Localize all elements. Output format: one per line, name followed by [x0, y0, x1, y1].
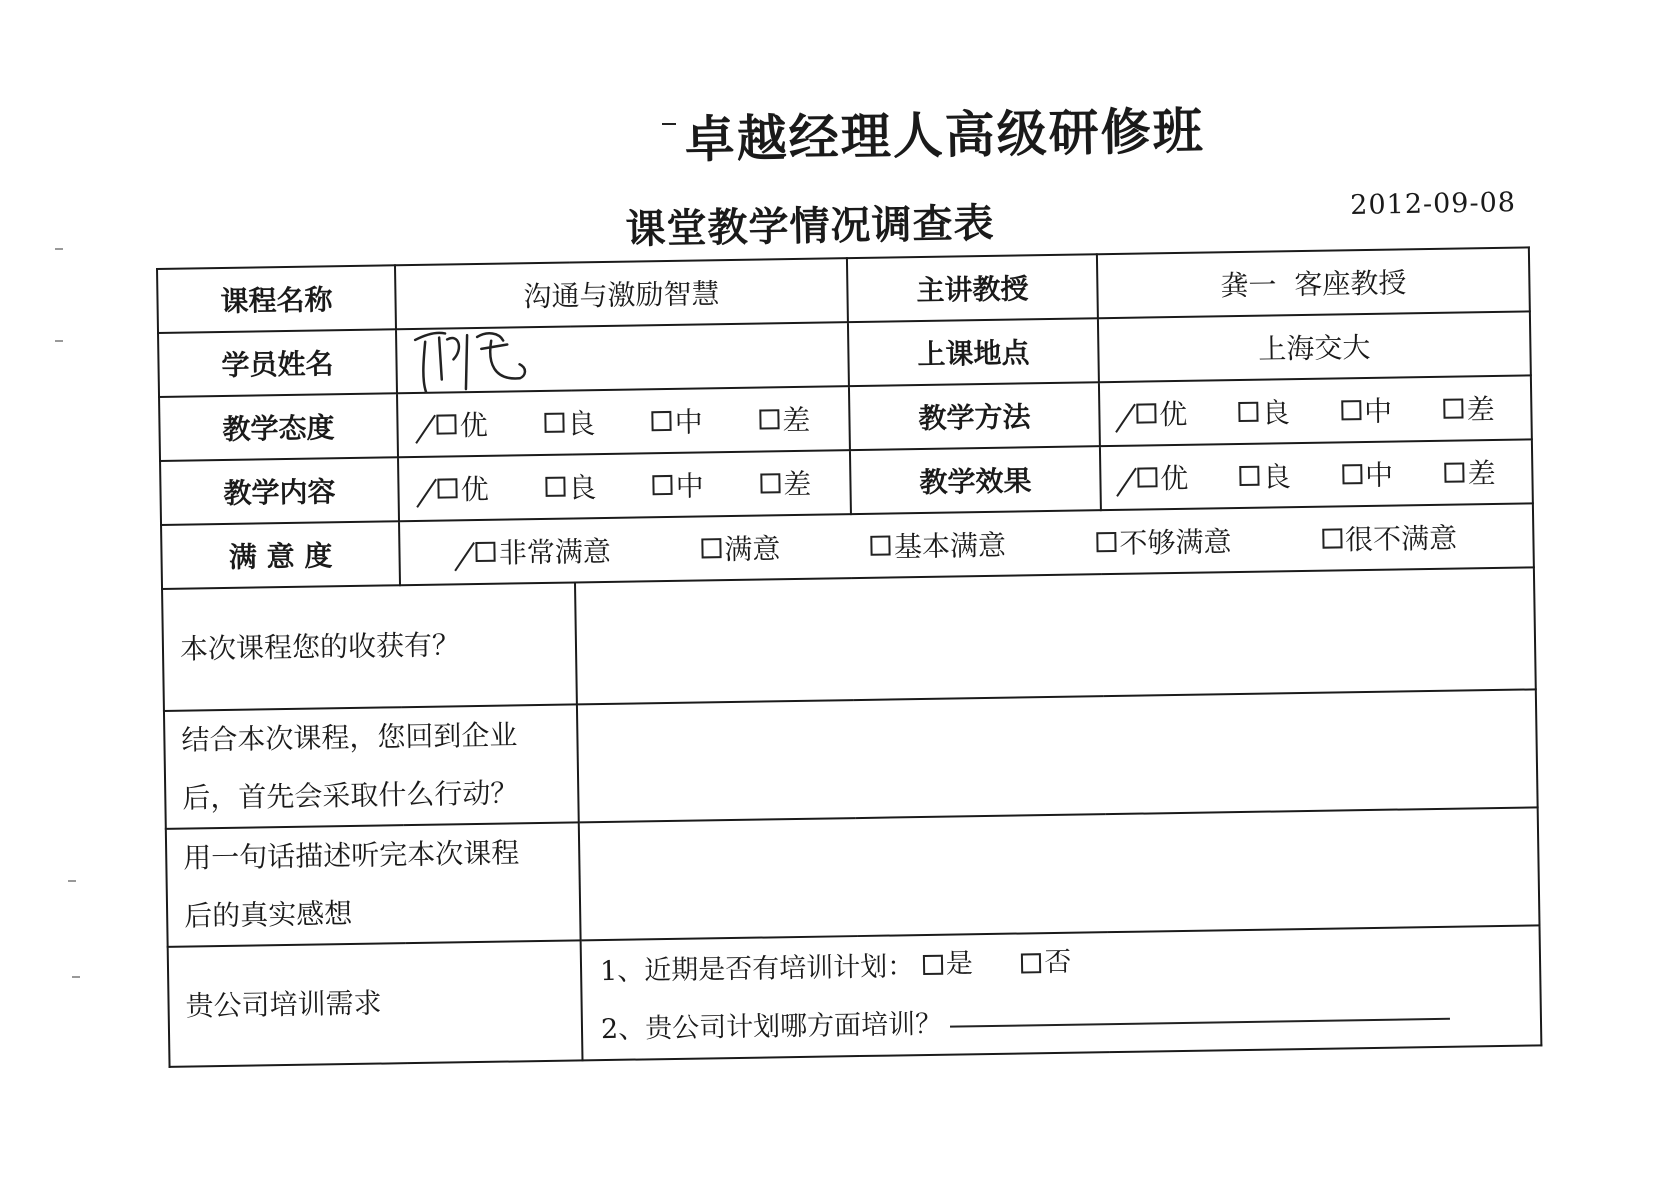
checkbox-icon[interactable] — [1238, 402, 1258, 422]
scan-mark — [55, 248, 63, 250]
student-signature-cell — [396, 322, 849, 393]
attitude-option-fair[interactable]: 中 — [651, 400, 703, 441]
training-q1: 1、近期是否有培训计划： 是 否 — [600, 927, 1522, 1001]
satisfaction-basically-satisfied[interactable]: 基本满意 — [871, 524, 1007, 566]
checkbox-icon[interactable] — [1444, 462, 1464, 482]
row-feeling — [166, 807, 1540, 947]
student-name-label: 学员姓名 — [158, 329, 397, 397]
checkbox-icon[interactable] — [652, 411, 672, 431]
teaching-attitude-label: 教学态度 — [159, 393, 398, 461]
satisfaction-satisfied[interactable]: 满意 — [701, 527, 781, 568]
teaching-effect-label: 教学效果 — [850, 446, 1101, 514]
teaching-content-options — [398, 450, 851, 521]
row-action — [164, 689, 1538, 829]
checkbox-icon[interactable] — [1341, 400, 1361, 420]
location-label: 上课地点 — [848, 318, 1099, 386]
answer-action-field[interactable] — [577, 689, 1538, 822]
teaching-method-label: 教学方法 — [849, 382, 1100, 450]
training-plan-no[interactable]: 否 — [1021, 934, 1072, 993]
checkbox-icon[interactable] — [545, 477, 565, 497]
title-dash — [662, 123, 676, 125]
content-option-poor[interactable]: 差 — [760, 463, 812, 504]
checkbox-icon[interactable] — [760, 473, 780, 493]
question-gains: 本次课程您的收获有？ — [162, 582, 577, 710]
effect-option-good[interactable]: 良 — [1239, 455, 1291, 496]
checkbox-icon[interactable] — [923, 955, 943, 975]
satisfaction-not-satisfied[interactable]: 不够满意 — [1096, 520, 1232, 562]
question-action: 结合本次课程，您回到企业 后，首先会采取什么行动？ — [164, 704, 579, 828]
satisfaction-label: 满 意 度 — [161, 521, 400, 589]
question-feeling: 用一句话描述听完本次课程 后的真实感想 — [166, 822, 581, 946]
teaching-content-label: 教学内容 — [160, 457, 399, 525]
teaching-effect-options — [1100, 439, 1533, 510]
checkbox-icon[interactable] — [1096, 532, 1116, 552]
row-gains — [162, 567, 1536, 711]
content-option-good[interactable]: 良 — [545, 466, 597, 507]
training-plan-yes[interactable]: 是 — [922, 935, 973, 994]
training-answer-line[interactable] — [950, 1015, 1450, 1027]
training-needs-questions — [581, 925, 1542, 1060]
checkbox-icon[interactable] — [759, 409, 779, 429]
checked-checkbox-icon[interactable] — [438, 478, 458, 498]
satisfaction-very-unsatisfied[interactable]: 很不满意 — [1322, 517, 1458, 559]
answer-feeling-field[interactable] — [579, 807, 1540, 940]
method-option-excellent[interactable]: 优 — [1136, 393, 1188, 434]
checkbox-icon[interactable] — [1021, 953, 1041, 973]
checkbox-icon[interactable] — [1239, 466, 1259, 486]
effect-option-excellent[interactable]: 优 — [1137, 457, 1189, 498]
lecturer-label: 主讲教授 — [847, 254, 1098, 322]
scan-mark — [68, 880, 76, 882]
checked-checkbox-icon[interactable] — [476, 542, 496, 562]
training-needs-label: 贵公司培训需求 — [168, 940, 583, 1066]
checked-checkbox-icon[interactable] — [437, 414, 457, 434]
checkbox-icon[interactable] — [1443, 398, 1463, 418]
method-option-poor[interactable]: 差 — [1443, 388, 1495, 429]
checkbox-icon[interactable] — [653, 475, 673, 495]
course-name-value: 沟通与激励智慧 — [395, 258, 848, 329]
checkbox-icon[interactable] — [544, 413, 564, 433]
course-name-label: 课程名称 — [157, 265, 396, 333]
method-option-fair[interactable]: 中 — [1341, 390, 1393, 431]
checkbox-icon[interactable] — [1322, 528, 1342, 548]
checked-checkbox-icon[interactable] — [1136, 403, 1156, 423]
attitude-option-poor[interactable]: 差 — [759, 399, 811, 440]
form-date: 2012-09-08 — [1350, 187, 1517, 221]
training-q2: 2、贵公司计划哪方面培训？ — [601, 987, 1523, 1059]
effect-option-fair[interactable]: 中 — [1342, 454, 1394, 495]
content-option-excellent[interactable]: 优 — [437, 468, 489, 509]
attitude-option-good[interactable]: 良 — [544, 402, 596, 443]
effect-option-poor[interactable]: 差 — [1444, 452, 1496, 493]
program-title: 卓越经理人高级研修班 — [684, 101, 1206, 169]
form-title: 课堂教学情况调查表 — [625, 200, 995, 253]
checkbox-icon[interactable] — [701, 538, 721, 558]
satisfaction-very-satisfied[interactable]: 非常满意 — [475, 530, 611, 572]
method-option-good[interactable]: 良 — [1238, 391, 1290, 432]
scan-mark — [55, 340, 63, 342]
handwritten-signature — [407, 318, 548, 400]
teaching-method-options — [1099, 375, 1532, 446]
checked-checkbox-icon[interactable] — [1137, 467, 1157, 487]
lecturer-value: 龚一 客座教授 — [1097, 247, 1530, 318]
content-option-fair[interactable]: 中 — [652, 464, 704, 505]
answer-gains-field[interactable] — [575, 567, 1536, 704]
checkbox-icon[interactable] — [871, 535, 891, 555]
survey-form — [156, 246, 1541, 1097]
attitude-option-excellent[interactable]: 优 — [436, 404, 488, 445]
row-training-needs — [168, 925, 1542, 1067]
location-value: 上海交大 — [1098, 311, 1531, 382]
checkbox-icon[interactable] — [1342, 464, 1362, 484]
scan-mark — [72, 976, 80, 978]
survey-table — [156, 246, 1542, 1067]
